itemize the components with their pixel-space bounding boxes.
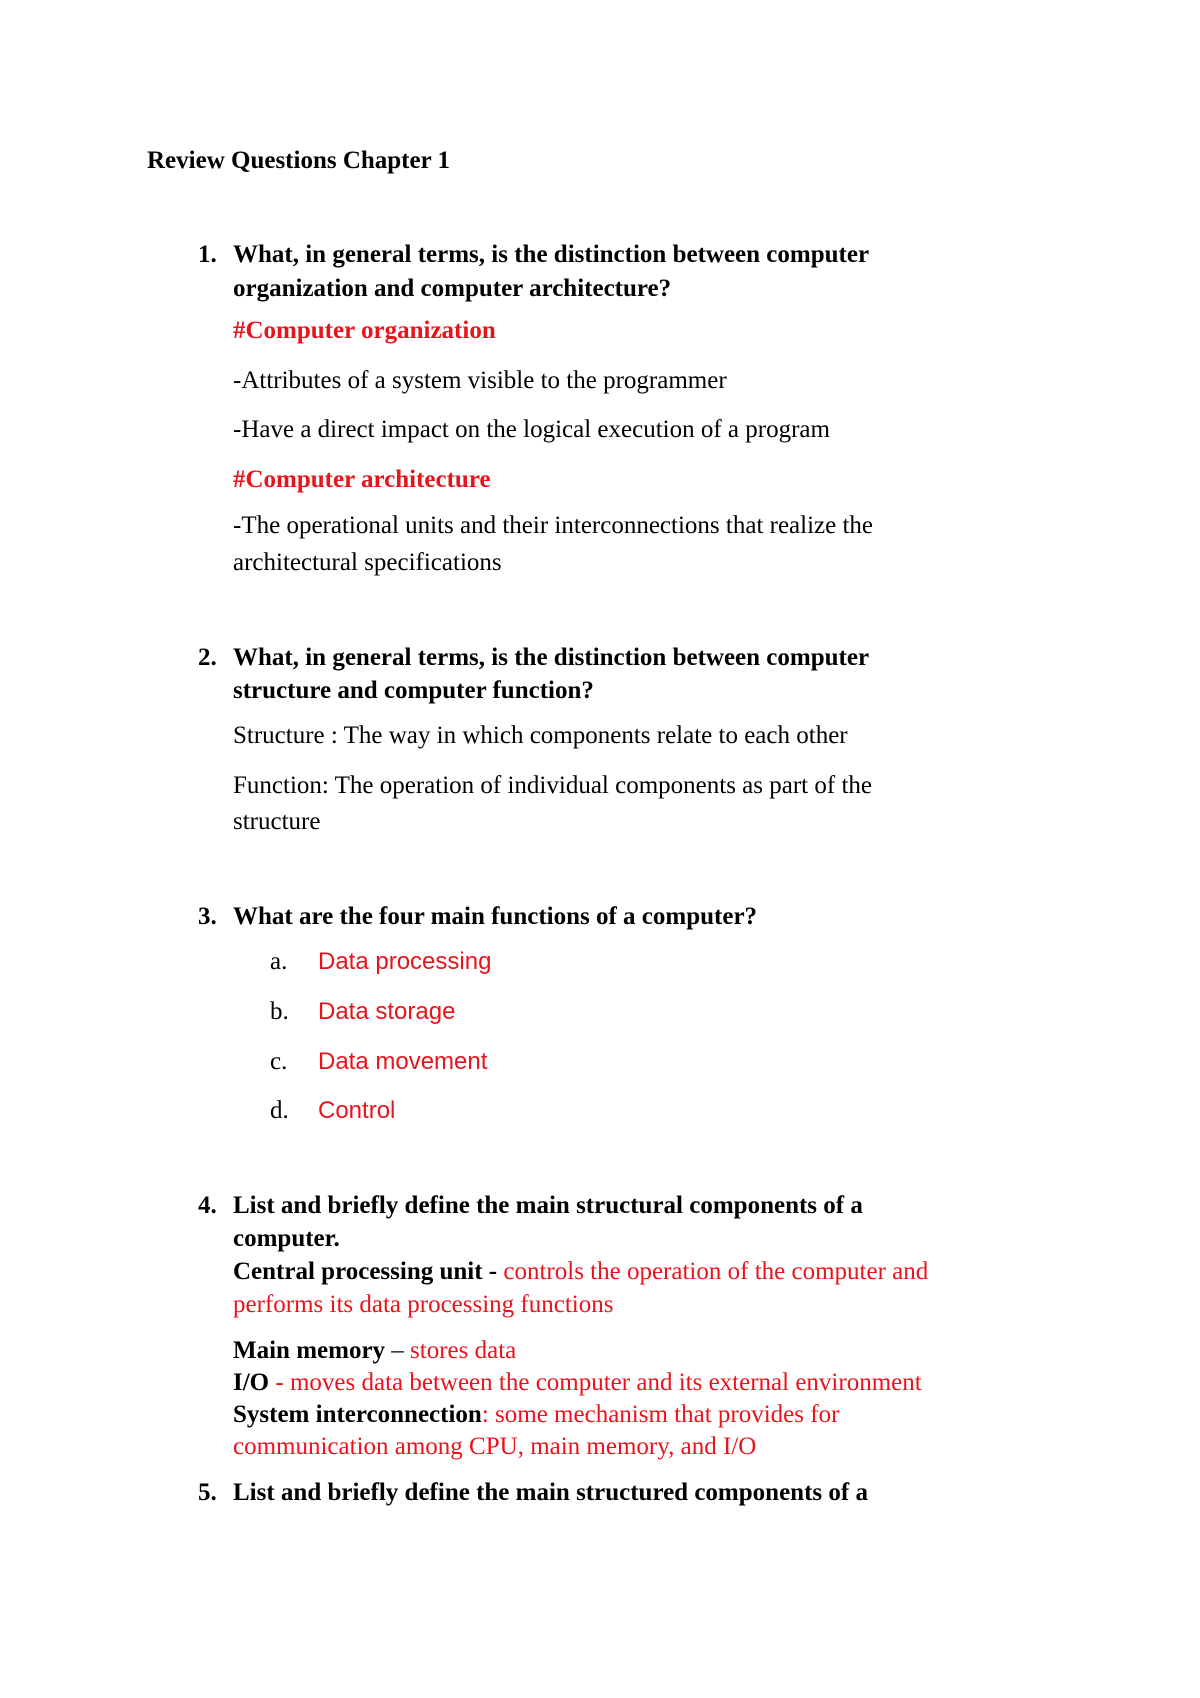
answer-2-line2: Function: The operation of individual components as part of the [233,772,872,799]
question-5-number: 5. [198,1479,217,1506]
cpu-label: Central processing unit - [233,1258,498,1285]
answer-1-line3: -The operational units and their interconnections that realize the [233,512,874,539]
list-item-letter: a. [270,948,288,975]
list-item-control: Control [318,1097,396,1124]
system-label: System interconnection [233,1401,482,1428]
list-item-letter: c. [270,1048,288,1075]
answer-1-heading-organization: #Computer organization [233,317,496,344]
memory-separator: – [385,1337,411,1364]
answer-1-line2: -Have a direct impact on the logical execution of a program [233,416,830,443]
list-item-data-processing: Data processing [318,948,492,975]
io-separator: - [269,1369,290,1396]
io-definition: moves data between the computer and its external environment [289,1369,922,1396]
memory-label: Main memory [233,1337,386,1364]
cpu-definition: controls the operation of the computer and [503,1258,929,1285]
answer-4-system-line2: communication among CPU, main memory, and I/O [233,1433,757,1460]
answer-2-line1: Structure : The way in which components relate to each other [233,722,848,749]
question-3-text-line1: What are the four main functions of a computer? [233,903,758,930]
answer-4-cpu-line1 [233,1258,928,1286]
question-1-number: 1. [198,241,217,268]
system-definition: some mechanism that provides for [495,1401,840,1428]
list-item-letter: d. [270,1097,289,1124]
answer-2-line3: structure [233,808,321,835]
io-label: I/O [233,1369,270,1396]
question-2-text-line2: structure and computer function? [233,677,594,704]
answer-4-memory [233,1337,516,1365]
question-1-text-line1: What, in general terms, is the distinction between computer [233,241,870,268]
question-4-number: 4. [198,1192,217,1219]
answer-1-heading-architecture: #Computer architecture [233,466,491,493]
list-item-data-storage: Data storage [318,998,456,1025]
memory-definition: stores data [410,1337,517,1364]
answer-1-line4: architectural specifications [233,549,502,576]
question-5-text-line1: List and briefly define the main structured components of a [233,1479,868,1506]
answer-4-cpu-line2: performs its data processing functions [233,1291,614,1318]
page-title: Review Questions Chapter 1 [147,147,451,174]
list-item-letter: b. [270,998,289,1025]
answer-1-line1: -Attributes of a system visible to the programmer [233,367,727,394]
answer-4-io [233,1369,922,1397]
question-4-text-line1: List and briefly define the main structural components of a [233,1192,863,1219]
question-2-number: 2. [198,644,217,671]
answer-4-system-line1 [233,1401,839,1429]
question-1-text-line2: organization and computer architecture? [233,275,672,302]
system-separator: : [481,1401,496,1428]
question-3-number: 3. [198,903,217,930]
question-2-text-line1: What, in general terms, is the distinction between computer [233,644,870,671]
list-item-data-movement: Data movement [318,1048,488,1075]
question-4-text-line2: computer. [233,1225,340,1252]
